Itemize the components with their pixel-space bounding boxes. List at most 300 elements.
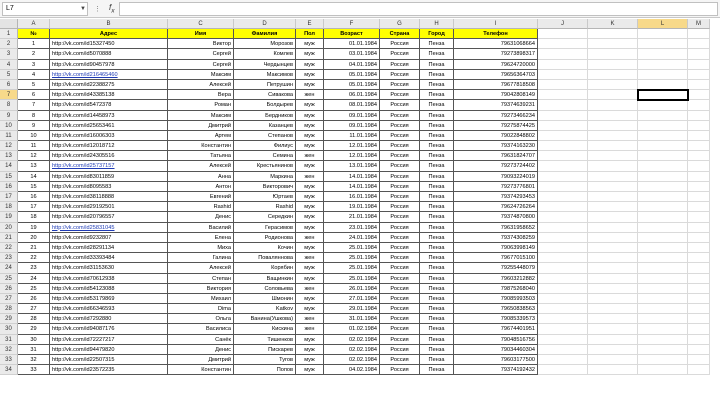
row-header[interactable]: 18 bbox=[0, 202, 18, 212]
empty-cell[interactable] bbox=[538, 233, 588, 243]
table-cell[interactable]: Пенза bbox=[420, 223, 454, 233]
table-cell[interactable]: Корябин bbox=[234, 263, 296, 273]
table-cell[interactable]: 25 bbox=[18, 284, 50, 294]
empty-cell[interactable] bbox=[688, 212, 710, 222]
table-cell[interactable]: Санёк bbox=[168, 335, 234, 345]
table-cell[interactable]: 79273466234 bbox=[454, 111, 538, 121]
empty-cell[interactable] bbox=[588, 141, 638, 151]
table-cell[interactable]: 79631068664 bbox=[454, 39, 538, 49]
table-cell[interactable]: 79677818508 bbox=[454, 80, 538, 90]
table-cell[interactable]: 09.01.1984 bbox=[324, 111, 380, 121]
empty-cell[interactable] bbox=[588, 274, 638, 284]
table-cell[interactable]: Шмонин bbox=[234, 294, 296, 304]
table-cell[interactable]: Россия bbox=[380, 60, 420, 70]
table-cell[interactable]: Пенза bbox=[420, 345, 454, 355]
table-cell[interactable]: жен bbox=[296, 253, 324, 263]
table-cell[interactable]: 05.01.1984 bbox=[324, 70, 380, 80]
table-cell[interactable]: 24.01.1984 bbox=[324, 233, 380, 243]
table-cell[interactable]: муж bbox=[296, 182, 324, 192]
row-header[interactable]: 4 bbox=[0, 60, 18, 70]
table-cell[interactable]: 31 bbox=[18, 345, 50, 355]
empty-cell[interactable] bbox=[588, 60, 638, 70]
table-cell[interactable]: 79674401951 bbox=[454, 324, 538, 334]
table-cell[interactable]: муж bbox=[296, 263, 324, 273]
table-cell[interactable]: Морозов bbox=[234, 39, 296, 49]
table-cell[interactable]: Болдырев bbox=[234, 100, 296, 110]
empty-cell[interactable] bbox=[588, 284, 638, 294]
table-cell[interactable]: 79650838563 bbox=[454, 304, 538, 314]
column-header-g[interactable]: G bbox=[380, 19, 420, 29]
row-header[interactable]: 24 bbox=[0, 263, 18, 273]
table-cell[interactable]: Rashid bbox=[168, 202, 234, 212]
row-header[interactable]: 19 bbox=[0, 212, 18, 222]
table-cell[interactable]: 14.01.1984 bbox=[324, 172, 380, 182]
table-cell[interactable]: Юртаев bbox=[234, 192, 296, 202]
table-cell[interactable]: 29.01.1984 bbox=[324, 304, 380, 314]
table-cell[interactable]: Пенза bbox=[420, 294, 454, 304]
table-cell[interactable]: 12 bbox=[18, 151, 50, 161]
row-header[interactable]: 14 bbox=[0, 161, 18, 171]
table-cell[interactable]: муж bbox=[296, 365, 324, 375]
table-cell[interactable]: 79374293453 bbox=[454, 192, 538, 202]
table-cell[interactable]: 02.02.1984 bbox=[324, 345, 380, 355]
empty-cell[interactable] bbox=[688, 284, 710, 294]
row-header[interactable]: 1 bbox=[0, 29, 18, 39]
empty-cell[interactable] bbox=[688, 80, 710, 90]
empty-cell[interactable] bbox=[638, 324, 688, 334]
empty-cell[interactable] bbox=[588, 70, 638, 80]
table-cell[interactable]: муж bbox=[296, 304, 324, 314]
table-cell[interactable]: 2 bbox=[18, 49, 50, 59]
empty-cell[interactable] bbox=[588, 294, 638, 304]
empty-cell[interactable] bbox=[588, 253, 638, 263]
table-cell[interactable]: 79374308259 bbox=[454, 233, 538, 243]
row-header[interactable]: 8 bbox=[0, 100, 18, 110]
table-cell[interactable]: Пенза bbox=[420, 182, 454, 192]
table-cell[interactable]: 09.01.1984 bbox=[324, 121, 380, 131]
empty-cell[interactable] bbox=[588, 182, 638, 192]
table-cell[interactable]: http://vk.com/id15327450 bbox=[50, 39, 168, 49]
table-cell[interactable]: 16 bbox=[18, 192, 50, 202]
empty-cell[interactable] bbox=[588, 90, 638, 100]
table-cell[interactable]: 23.01.1984 bbox=[324, 223, 380, 233]
row-header[interactable]: 32 bbox=[0, 345, 18, 355]
table-cell[interactable]: Пенза bbox=[420, 274, 454, 284]
empty-cell[interactable] bbox=[688, 111, 710, 121]
table-cell[interactable]: Миха bbox=[168, 243, 234, 253]
empty-cell[interactable] bbox=[588, 304, 638, 314]
empty-cell[interactable] bbox=[538, 324, 588, 334]
empty-cell[interactable] bbox=[688, 365, 710, 375]
table-cell[interactable]: Чердынцев bbox=[234, 60, 296, 70]
empty-cell[interactable] bbox=[588, 314, 638, 324]
empty-cell[interactable] bbox=[538, 304, 588, 314]
table-cell[interactable]: Максимов bbox=[234, 70, 296, 80]
empty-cell[interactable] bbox=[588, 324, 638, 334]
table-cell[interactable]: Россия bbox=[380, 141, 420, 151]
table-cell[interactable]: Алексей bbox=[168, 263, 234, 273]
empty-cell[interactable] bbox=[538, 172, 588, 182]
table-cell[interactable]: 26 bbox=[18, 294, 50, 304]
table-cell[interactable]: 04.02.1984 bbox=[324, 365, 380, 375]
table-cell[interactable]: Алексей bbox=[168, 161, 234, 171]
empty-cell[interactable] bbox=[538, 161, 588, 171]
empty-cell[interactable] bbox=[688, 131, 710, 141]
empty-cell[interactable] bbox=[688, 60, 710, 70]
table-cell[interactable]: 21.01.1984 bbox=[324, 212, 380, 222]
table-cell[interactable]: Россия bbox=[380, 161, 420, 171]
empty-cell[interactable] bbox=[688, 182, 710, 192]
table-cell[interactable]: 79374870800 bbox=[454, 212, 538, 222]
table-cell[interactable]: http://vk.com/id14458973 bbox=[50, 111, 168, 121]
empty-cell[interactable] bbox=[688, 70, 710, 80]
table-cell[interactable]: 04.01.1984 bbox=[324, 60, 380, 70]
table-cell[interactable]: 12.01.1984 bbox=[324, 151, 380, 161]
table-cell[interactable]: Россия bbox=[380, 182, 420, 192]
row-header[interactable]: 31 bbox=[0, 335, 18, 345]
table-cell[interactable]: Ольга bbox=[168, 314, 234, 324]
row-header[interactable]: 20 bbox=[0, 223, 18, 233]
table-cell[interactable]: 23 bbox=[18, 263, 50, 273]
table-cell[interactable]: 79255448079 bbox=[454, 263, 538, 273]
column-header-a[interactable]: A bbox=[18, 19, 50, 29]
table-cell[interactable]: Пенза bbox=[420, 324, 454, 334]
table-cell[interactable]: муж bbox=[296, 111, 324, 121]
table-cell[interactable]: Россия bbox=[380, 223, 420, 233]
formula-input[interactable] bbox=[119, 2, 718, 16]
table-cell[interactable]: http://vk.com/id90457978 bbox=[50, 60, 168, 70]
table-cell[interactable]: Семина bbox=[234, 151, 296, 161]
table-cell[interactable]: Денис bbox=[168, 345, 234, 355]
empty-cell[interactable] bbox=[638, 304, 688, 314]
row-header[interactable]: 6 bbox=[0, 80, 18, 90]
column-title[interactable]: Возраст bbox=[324, 29, 380, 39]
table-cell[interactable]: Россия bbox=[380, 131, 420, 141]
empty-cell[interactable] bbox=[638, 182, 688, 192]
table-cell[interactable]: 9 bbox=[18, 121, 50, 131]
empty-cell[interactable] bbox=[688, 304, 710, 314]
table-cell[interactable]: Михаил bbox=[168, 294, 234, 304]
table-cell[interactable]: Пенза bbox=[420, 172, 454, 182]
empty-cell[interactable] bbox=[688, 253, 710, 263]
table-cell[interactable]: 02.02.1984 bbox=[324, 355, 380, 365]
empty-cell[interactable] bbox=[638, 100, 688, 110]
table-cell[interactable]: Россия bbox=[380, 294, 420, 304]
table-cell[interactable]: Россия bbox=[380, 90, 420, 100]
empty-cell[interactable] bbox=[638, 60, 688, 70]
table-cell[interactable]: 79273724402 bbox=[454, 161, 538, 171]
empty-cell[interactable] bbox=[688, 345, 710, 355]
table-cell[interactable]: Россия bbox=[380, 100, 420, 110]
table-cell[interactable]: 25.01.1984 bbox=[324, 274, 380, 284]
empty-cell[interactable] bbox=[588, 263, 638, 273]
empty-cell[interactable] bbox=[588, 365, 638, 375]
table-cell[interactable]: Константин bbox=[168, 365, 234, 375]
table-cell[interactable]: Пенза bbox=[420, 314, 454, 324]
table-cell[interactable]: Пенза bbox=[420, 284, 454, 294]
table-cell[interactable]: Пенза bbox=[420, 335, 454, 345]
table-cell[interactable]: 79631824707 bbox=[454, 151, 538, 161]
table-cell[interactable]: 30 bbox=[18, 335, 50, 345]
table-cell[interactable]: http://vk.com/id5472378 bbox=[50, 100, 168, 110]
column-header-i[interactable]: I bbox=[454, 19, 538, 29]
table-cell[interactable]: Виктория bbox=[168, 284, 234, 294]
empty-cell[interactable] bbox=[538, 141, 588, 151]
table-cell[interactable]: Пенза bbox=[420, 80, 454, 90]
table-cell[interactable]: 79374639231 bbox=[454, 100, 538, 110]
table-cell[interactable]: Дмитрий bbox=[168, 355, 234, 365]
table-cell[interactable]: 05.01.1984 bbox=[324, 80, 380, 90]
empty-cell[interactable] bbox=[588, 131, 638, 141]
table-cell[interactable]: Татьяна bbox=[168, 151, 234, 161]
table-cell[interactable]: муж bbox=[296, 355, 324, 365]
empty-cell[interactable] bbox=[638, 233, 688, 243]
table-cell[interactable]: 15 bbox=[18, 182, 50, 192]
active-cell[interactable] bbox=[637, 89, 689, 101]
empty-cell[interactable] bbox=[638, 365, 688, 375]
table-cell[interactable]: Пенза bbox=[420, 212, 454, 222]
table-cell[interactable]: Сергей bbox=[168, 60, 234, 70]
table-cell[interactable]: 33 bbox=[18, 365, 50, 375]
row-header[interactable]: 5 bbox=[0, 70, 18, 80]
table-cell[interactable]: http://vk.com/id23572235 bbox=[50, 365, 168, 375]
table-cell[interactable]: муж bbox=[296, 345, 324, 355]
table-cell[interactable]: 14 bbox=[18, 172, 50, 182]
table-cell[interactable]: Katkov bbox=[234, 304, 296, 314]
table-cell[interactable]: Rashid bbox=[234, 202, 296, 212]
row-header[interactable]: 3 bbox=[0, 49, 18, 59]
table-cell[interactable]: 19 bbox=[18, 223, 50, 233]
table-cell[interactable]: Антон bbox=[168, 182, 234, 192]
table-cell[interactable]: Артем bbox=[168, 131, 234, 141]
function-icon[interactable]: $f_x$ bbox=[109, 2, 115, 15]
table-cell[interactable]: Максим bbox=[168, 111, 234, 121]
empty-cell[interactable] bbox=[688, 335, 710, 345]
empty-cell[interactable] bbox=[538, 182, 588, 192]
empty-cell[interactable] bbox=[638, 355, 688, 365]
table-cell[interactable]: 79603212882 bbox=[454, 274, 538, 284]
table-cell[interactable]: Пенза bbox=[420, 121, 454, 131]
row-header[interactable]: 27 bbox=[0, 294, 18, 304]
table-cell[interactable]: муж bbox=[296, 131, 324, 141]
table-cell[interactable]: http://vk.com/id66346593 bbox=[50, 304, 168, 314]
table-cell[interactable]: Тугов bbox=[234, 355, 296, 365]
table-cell[interactable]: 22 bbox=[18, 253, 50, 263]
empty-cell[interactable] bbox=[538, 70, 588, 80]
table-cell[interactable]: 6 bbox=[18, 90, 50, 100]
table-cell[interactable]: Россия bbox=[380, 121, 420, 131]
table-cell[interactable]: Середкин bbox=[234, 212, 296, 222]
empty-cell[interactable] bbox=[688, 274, 710, 284]
table-cell[interactable]: Галина bbox=[168, 253, 234, 263]
table-cell[interactable]: муж bbox=[296, 212, 324, 222]
empty-cell[interactable] bbox=[538, 39, 588, 49]
empty-cell[interactable] bbox=[588, 223, 638, 233]
empty-cell[interactable] bbox=[588, 345, 638, 355]
table-cell[interactable]: Степанов bbox=[234, 131, 296, 141]
table-cell[interactable]: Пенза bbox=[420, 70, 454, 80]
column-header-f[interactable]: F bbox=[324, 19, 380, 29]
table-cell[interactable]: 01.02.1984 bbox=[324, 324, 380, 334]
row-header[interactable]: 15 bbox=[0, 172, 18, 182]
table-cell[interactable]: Петрушин bbox=[234, 80, 296, 90]
table-cell[interactable]: Пенза bbox=[420, 365, 454, 375]
empty-cell[interactable] bbox=[638, 253, 688, 263]
table-cell[interactable]: Пенза bbox=[420, 233, 454, 243]
empty-cell[interactable] bbox=[538, 111, 588, 121]
table-cell[interactable]: 02.02.1984 bbox=[324, 335, 380, 345]
table-cell[interactable]: Дмитрий bbox=[168, 121, 234, 131]
table-cell[interactable]: Степан bbox=[168, 274, 234, 284]
table-cell[interactable]: 79374163230 bbox=[454, 141, 538, 151]
empty-cell[interactable] bbox=[638, 284, 688, 294]
empty-cell[interactable] bbox=[638, 223, 688, 233]
table-cell[interactable]: Казанцев bbox=[234, 121, 296, 131]
empty-cell[interactable] bbox=[538, 202, 588, 212]
empty-cell[interactable] bbox=[588, 172, 638, 182]
empty-cell[interactable] bbox=[688, 39, 710, 49]
table-cell[interactable]: Елена bbox=[168, 233, 234, 243]
table-cell[interactable]: 31.01.1984 bbox=[324, 314, 380, 324]
table-cell[interactable]: Россия bbox=[380, 202, 420, 212]
table-cell[interactable]: Россия bbox=[380, 49, 420, 59]
empty-cell[interactable] bbox=[588, 80, 638, 90]
table-cell[interactable]: 03.01.1984 bbox=[324, 49, 380, 59]
empty-cell[interactable] bbox=[538, 121, 588, 131]
table-cell[interactable]: 20 bbox=[18, 233, 50, 243]
empty-cell[interactable] bbox=[638, 314, 688, 324]
table-cell[interactable]: Россия bbox=[380, 345, 420, 355]
row-header[interactable]: 16 bbox=[0, 182, 18, 192]
table-cell[interactable]: http://vk.com/id12018712 bbox=[50, 141, 168, 151]
table-cell[interactable]: 11.01.1984 bbox=[324, 131, 380, 141]
empty-cell[interactable] bbox=[688, 314, 710, 324]
empty-cell[interactable] bbox=[638, 111, 688, 121]
table-cell[interactable]: жен bbox=[296, 324, 324, 334]
column-title[interactable]: № bbox=[18, 29, 50, 39]
table-cell[interactable]: Кискина bbox=[234, 324, 296, 334]
table-cell[interactable]: 79042808149 bbox=[454, 90, 538, 100]
table-cell[interactable]: 4 bbox=[18, 70, 50, 80]
table-cell[interactable]: 79085339573 bbox=[454, 314, 538, 324]
table-cell[interactable]: Пенза bbox=[420, 39, 454, 49]
table-cell[interactable]: муж bbox=[296, 141, 324, 151]
empty-cell[interactable] bbox=[538, 263, 588, 273]
table-cell[interactable]: Россия bbox=[380, 314, 420, 324]
table-cell[interactable]: Пенза bbox=[420, 355, 454, 365]
table-cell[interactable]: http://vk.com/id54123088 bbox=[50, 284, 168, 294]
table-cell[interactable]: Евгений bbox=[168, 192, 234, 202]
table-cell[interactable]: Викторович bbox=[234, 182, 296, 192]
table-cell[interactable]: http://vk.com/id38118888 bbox=[50, 192, 168, 202]
table-cell[interactable]: 79677015100 bbox=[454, 253, 538, 263]
table-cell[interactable]: Пенза bbox=[420, 49, 454, 59]
table-cell[interactable]: Пенза bbox=[420, 243, 454, 253]
table-cell[interactable]: муж bbox=[296, 335, 324, 345]
empty-cell[interactable] bbox=[638, 29, 688, 39]
table-cell[interactable]: Россия bbox=[380, 39, 420, 49]
table-cell[interactable]: Россия bbox=[380, 111, 420, 121]
empty-cell[interactable] bbox=[638, 121, 688, 131]
column-header-d[interactable]: D bbox=[234, 19, 296, 29]
empty-cell[interactable] bbox=[588, 49, 638, 59]
table-cell[interactable]: Тишенков bbox=[234, 335, 296, 345]
table-cell[interactable]: Dima bbox=[168, 304, 234, 314]
table-cell[interactable]: 26.01.1984 bbox=[324, 284, 380, 294]
empty-cell[interactable] bbox=[638, 131, 688, 141]
table-cell[interactable]: 79022848802 bbox=[454, 131, 538, 141]
table-cell[interactable]: Россия bbox=[380, 355, 420, 365]
table-cell[interactable]: 7 bbox=[18, 100, 50, 110]
table-cell[interactable]: 25.01.1984 bbox=[324, 253, 380, 263]
empty-cell[interactable] bbox=[638, 70, 688, 80]
table-cell[interactable]: 12.01.1984 bbox=[324, 141, 380, 151]
table-cell[interactable]: 13 bbox=[18, 161, 50, 171]
table-cell[interactable]: муж bbox=[296, 121, 324, 131]
table-cell[interactable]: Пенза bbox=[420, 141, 454, 151]
table-cell[interactable]: Россия bbox=[380, 172, 420, 182]
table-cell[interactable]: 79273898317 bbox=[454, 49, 538, 59]
column-header-j[interactable]: J bbox=[538, 19, 588, 29]
table-cell[interactable]: 79624720000 bbox=[454, 60, 538, 70]
empty-cell[interactable] bbox=[638, 335, 688, 345]
table-cell[interactable]: 13.01.1984 bbox=[324, 161, 380, 171]
table-cell[interactable]: 10 bbox=[18, 131, 50, 141]
empty-cell[interactable] bbox=[688, 233, 710, 243]
chevron-down-icon[interactable]: ▼ bbox=[80, 5, 86, 12]
empty-cell[interactable] bbox=[688, 100, 710, 110]
table-cell[interactable]: http://vk.com/id25653461 bbox=[50, 121, 168, 131]
empty-cell[interactable] bbox=[638, 263, 688, 273]
table-cell[interactable]: 24 bbox=[18, 274, 50, 284]
empty-cell[interactable] bbox=[588, 355, 638, 365]
table-cell[interactable]: Алексей bbox=[168, 80, 234, 90]
table-cell[interactable]: Ващинкин bbox=[234, 274, 296, 284]
table-cell[interactable]: 16.01.1984 bbox=[324, 192, 380, 202]
table-cell[interactable]: жен bbox=[296, 314, 324, 324]
table-cell[interactable]: жен bbox=[296, 284, 324, 294]
table-cell[interactable]: Пенза bbox=[420, 90, 454, 100]
table-cell[interactable]: Виктор bbox=[168, 39, 234, 49]
row-header[interactable]: 17 bbox=[0, 192, 18, 202]
table-cell[interactable]: Пенза bbox=[420, 304, 454, 314]
table-cell[interactable]: 11 bbox=[18, 141, 50, 151]
table-cell[interactable]: Попов bbox=[234, 365, 296, 375]
empty-cell[interactable] bbox=[688, 161, 710, 171]
table-cell[interactable]: Ванина(Ушкова) bbox=[234, 314, 296, 324]
table-cell[interactable]: http://vk.com/id83011859 bbox=[50, 172, 168, 182]
empty-cell[interactable] bbox=[538, 212, 588, 222]
empty-cell[interactable] bbox=[588, 243, 638, 253]
table-cell[interactable]: Россия bbox=[380, 253, 420, 263]
table-cell[interactable]: http://vk.com/id31153630 bbox=[50, 263, 168, 273]
table-cell[interactable]: Пискарев bbox=[234, 345, 296, 355]
table-cell[interactable]: муж bbox=[296, 49, 324, 59]
empty-cell[interactable] bbox=[538, 355, 588, 365]
column-header-l[interactable]: L bbox=[638, 19, 688, 29]
table-cell[interactable]: 18 bbox=[18, 212, 50, 222]
table-cell[interactable]: 25.01.1984 bbox=[324, 243, 380, 253]
column-header-e[interactable]: E bbox=[296, 19, 324, 29]
table-cell[interactable]: http://vk.com/id53179869 bbox=[50, 294, 168, 304]
empty-cell[interactable] bbox=[638, 141, 688, 151]
table-cell[interactable]: Пенза bbox=[420, 263, 454, 273]
table-cell[interactable]: 79656364703 bbox=[454, 70, 538, 80]
table-cell[interactable]: 79273776801 bbox=[454, 182, 538, 192]
table-cell[interactable]: Россия bbox=[380, 151, 420, 161]
row-header[interactable]: 30 bbox=[0, 324, 18, 334]
empty-cell[interactable] bbox=[588, 202, 638, 212]
